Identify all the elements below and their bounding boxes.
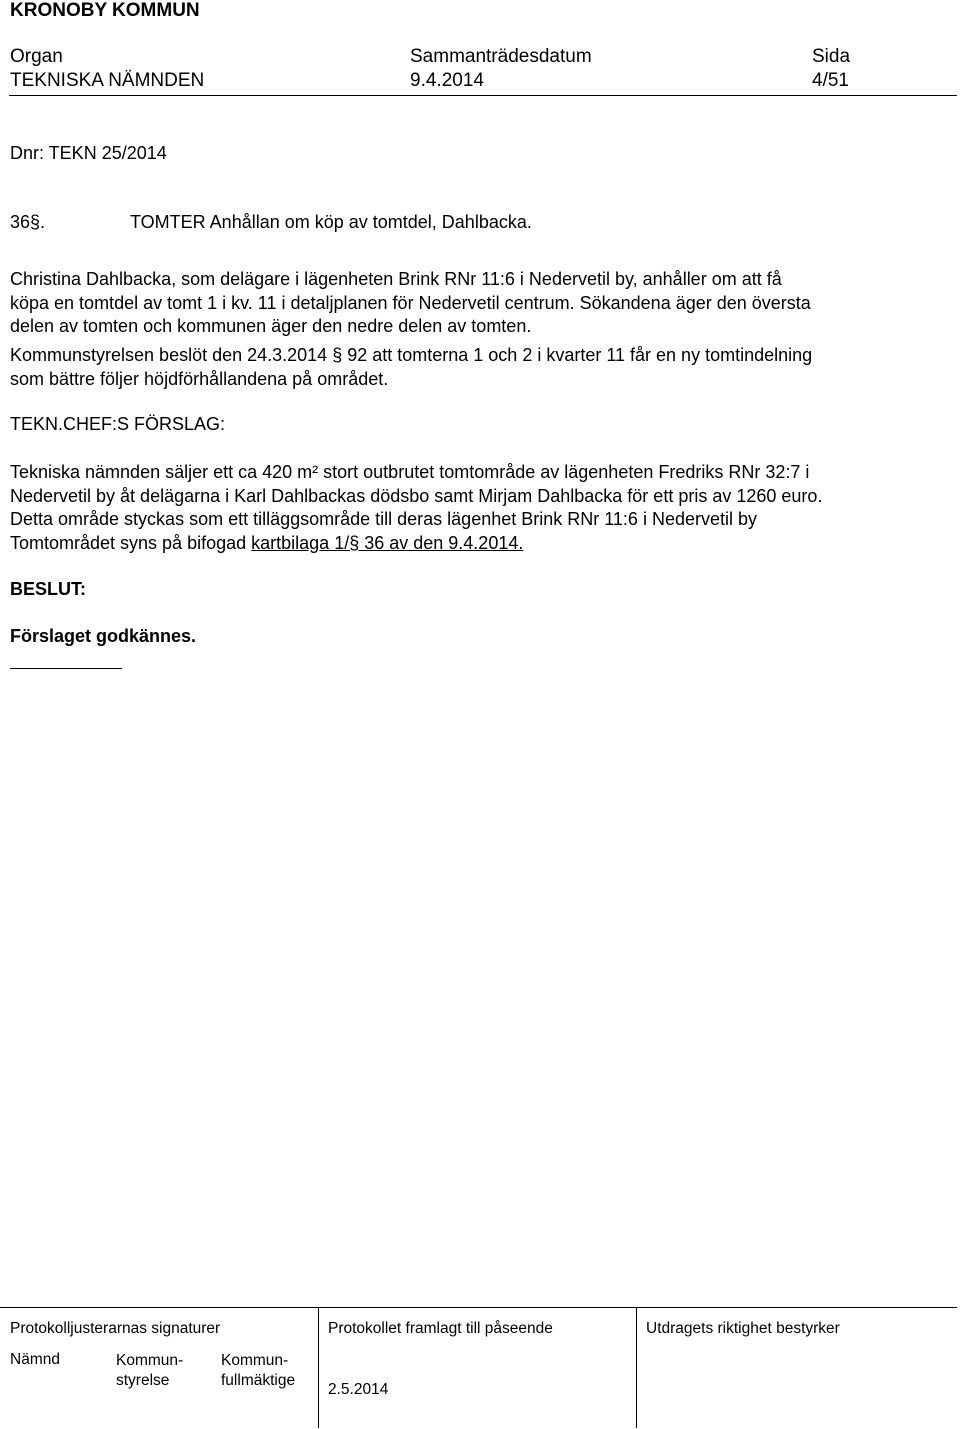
paragraph-line: Tekniska nämnden säljer ett ca 420 m² stort outbrutet tomtområde av lägenheten Fredriks RNr 32:7 i	[10, 462, 810, 482]
certified-label: Utdragets riktighet bestyrker	[646, 1320, 840, 1337]
paragraph-line: Kommunstyrelsen beslöt den 24.3.2014 § 92 att tomterna 1 och 2 i kvarter 11 får en ny tomtindelning	[10, 345, 813, 365]
footer-column-divider	[318, 1307, 319, 1428]
organ-label: Organ	[10, 46, 63, 67]
signatures-label: Protokolljusterarnas signaturer	[10, 1320, 221, 1337]
section-number: 36	[10, 212, 31, 232]
section-symbol: §.	[30, 212, 46, 232]
municipality-name: KRONOBY KOMMUN	[10, 0, 200, 21]
paragraph-line: Nedervetil by åt delägarna i Karl Dahlbackas dödsbo samt Mirjam Dahlbacka för ett pris av 1260 euro.	[10, 485, 823, 506]
footer-column-divider	[636, 1307, 637, 1428]
map-attachment-link[interactable]: kartbilaga 1/§ 36 av den 9.4.2014.	[251, 532, 524, 553]
section-title: TOMTER Anhållan om köp av tomtdel, Dahlbacka.	[130, 212, 532, 232]
paragraph-line: delen av tomten och kommunen äger den nedre delen av tomten.	[10, 316, 532, 336]
end-rule	[10, 668, 122, 669]
paragraph-proposal	[10, 461, 952, 555]
paragraph-line: Detta område styckas som ett tilläggsområde till deras lägenhet Brink RNr 11:6 i Nedervetil by	[10, 509, 757, 529]
signature-namnd: Nämnd	[10, 1351, 60, 1368]
paragraph-line	[10, 532, 952, 556]
proposal-heading: TEKN.CHEF:S FÖRSLAG:	[10, 414, 226, 434]
meeting-date-value: 9.4.2014	[410, 70, 484, 91]
paragraph-board-decision	[10, 344, 952, 391]
organ-value: TEKNISKA NÄMNDEN	[10, 70, 205, 91]
signature-kommunstyrelse	[116, 1351, 183, 1391]
page-number: 4/51	[812, 70, 849, 91]
header-divider	[9, 95, 957, 96]
attachment-prefix: Tomtområdet syns på bifogad	[10, 532, 252, 553]
signature-kommunfullmaktige	[221, 1351, 295, 1391]
signature-kf-line: Kommun-	[221, 1352, 289, 1369]
posted-label: Protokollet framlagt till påseende	[328, 1320, 553, 1337]
section-heading	[10, 211, 45, 235]
page-label: Sida	[812, 46, 851, 67]
decision-heading: BESLUT:	[10, 579, 86, 599]
signature-kf-line: fullmäktige	[221, 1372, 296, 1389]
meeting-date-label: Sammanträdesdatum	[410, 46, 592, 67]
signature-ks-line: Kommun-	[116, 1352, 184, 1369]
dnr-reference: Dnr: TEKN 25/2014	[10, 143, 167, 163]
paragraph-line: Christina Dahlbacka, som delägare i lägenheten Brink RNr 11:6 i Nedervetil by, anhåller om att få	[10, 269, 782, 289]
signature-ks-line: styrelse	[116, 1372, 170, 1389]
paragraph-line: köpa en tomtdel av tomt 1 i kv. 11 i detaljplanen för Nedervetil centrum. Sökandena äger den översta	[10, 292, 811, 313]
posted-date: 2.5.2014	[328, 1381, 389, 1398]
decision-text: Förslaget godkännes.	[10, 626, 197, 646]
paragraph-application	[10, 268, 952, 339]
paragraph-line: som bättre följer höjdförhållandena på området.	[10, 368, 389, 389]
